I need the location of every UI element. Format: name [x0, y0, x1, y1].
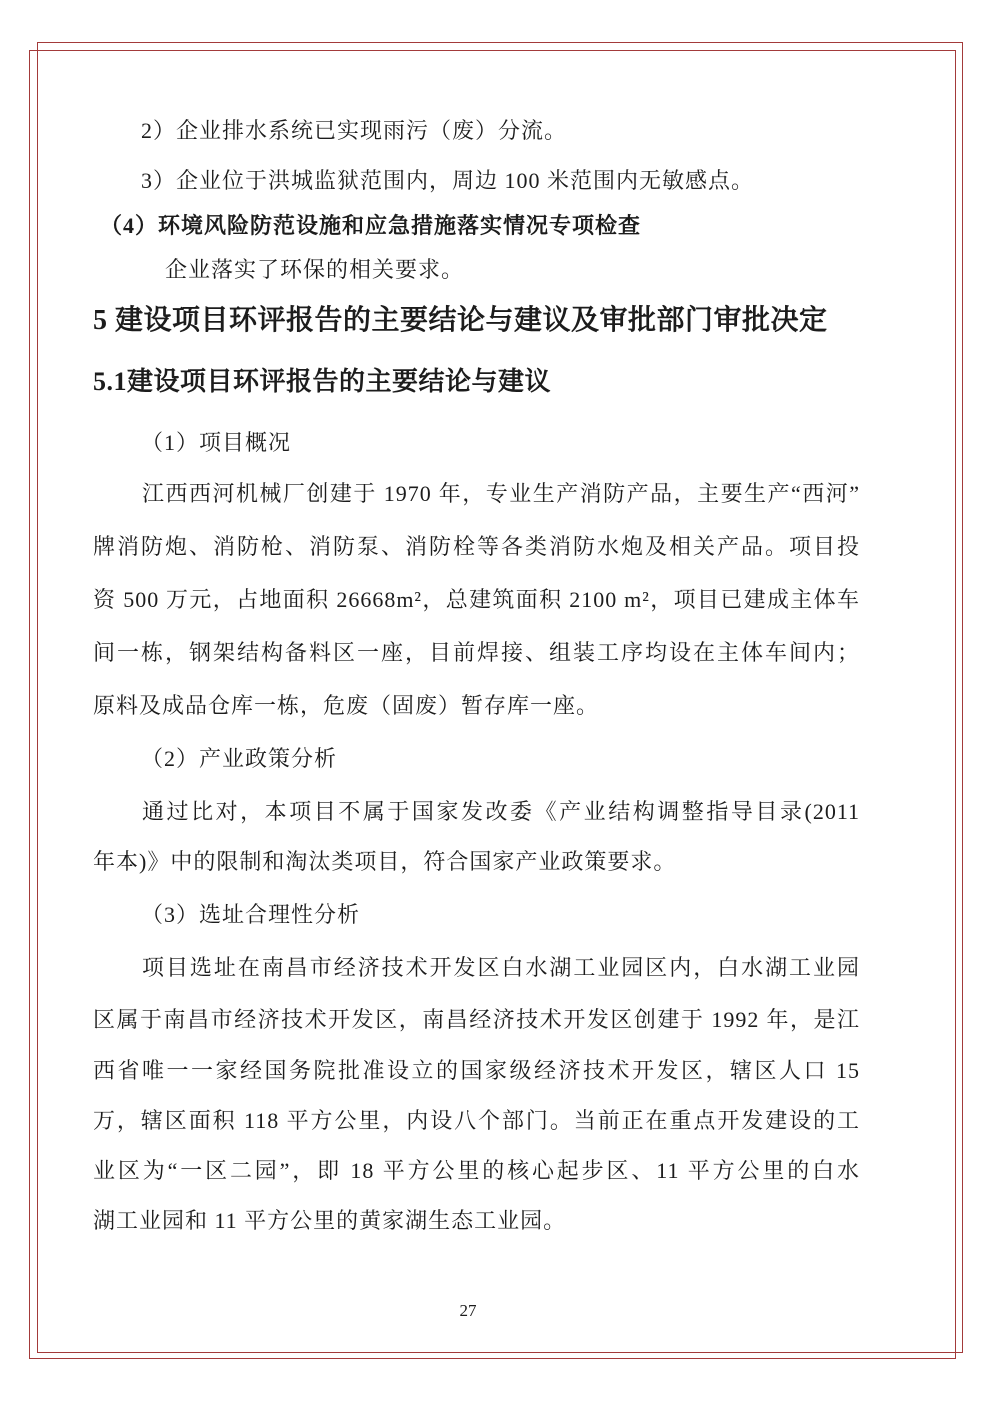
- paragraph-overview-line: 原料及成品仓库一栋，危废（固废）暂存库一座。: [93, 693, 600, 718]
- page-number: 27: [459, 1301, 477, 1320]
- paragraph-overview-line: 资 500 万元，占地面积 26668m²，总建筑面积 2100 m²，项目已建成主体车: [93, 587, 860, 612]
- paragraph-siting-line: 项目选址在南昌市经济技术开发区白水湖工业园区内，白水湖工业园: [142, 955, 860, 980]
- heading-point-project-overview: （1）项目概况: [141, 430, 292, 455]
- heading-point-siting-analysis: （3）选址合理性分析: [141, 902, 361, 927]
- paragraph-siting-line: 万，辖区面积 118 平方公里，内设八个部门。当前正在重点开发建设的工: [93, 1108, 860, 1133]
- paragraph-policy-line: 年本)》中的限制和淘汰类项目，符合国家产业政策要求。: [93, 849, 677, 874]
- paragraph-overview-line: 间一栋，钢架结构备料区一座，目前焊接、组装工序均设在主体车间内；: [93, 640, 860, 665]
- page-content: [93, 0, 860, 1403]
- heading-section-5-1: 5.1建设项目环评报告的主要结论与建议: [93, 367, 552, 396]
- paragraph-policy-line: 通过比对，本项目不属于国家发改委《产业结构调整指导目录(2011: [142, 799, 860, 824]
- paragraph-overview-line: 牌消防炮、消防枪、消防泵、消防栓等各类消防水炮及相关产品。项目投: [93, 534, 860, 559]
- paragraph-siting-line: 区属于南昌市经济技术开发区，南昌经济技术开发区创建于 1992 年，是江: [93, 1007, 860, 1032]
- list-item-drainage: 2）企业排水系统已实现雨污（废）分流。: [141, 118, 568, 143]
- paragraph-overview-line: 江西西河机械厂创建于 1970 年，专业生产消防产品，主要生产“西河”: [142, 481, 860, 506]
- list-item-location: 3）企业位于洪城监狱范围内，周边 100 米范围内无敏感点。: [141, 168, 755, 193]
- line-compliance: 企业落实了环保的相关要求。: [165, 257, 465, 282]
- heading-chapter-5: 5 建设项目环评报告的主要结论与建议及审批部门审批决定: [93, 305, 828, 336]
- heading-point-industry-policy: （2）产业政策分析: [141, 746, 338, 771]
- paragraph-siting-line: 业区为“一区二园”，即 18 平方公里的核心起步区、11 平方公里的白水: [93, 1158, 860, 1183]
- heading-risk-inspection: （4）环境风险防范设施和应急措施落实情况专项检查: [100, 213, 642, 238]
- paragraph-siting-line: 湖工业园和 11 平方公里的黄家湖生态工业园。: [93, 1208, 567, 1233]
- paragraph-siting-line: 西省唯一一家经国务院批准设立的国家级经济技术开发区，辖区人口 15: [93, 1058, 860, 1083]
